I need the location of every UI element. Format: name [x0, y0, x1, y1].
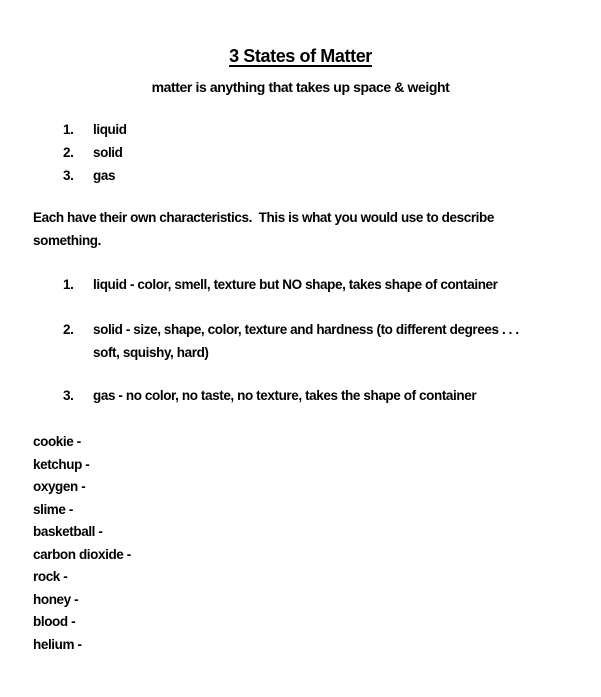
- list-number: 2.: [63, 322, 74, 337]
- substance-item: honey -: [33, 591, 79, 607]
- list-text-line: solid - size, shape, color, texture and hardness (to different degrees . . .: [93, 322, 519, 337]
- substance-item: cookie -: [33, 434, 81, 449]
- substance-item: helium -: [33, 636, 82, 652]
- list-number: 2.: [63, 145, 74, 160]
- substance-item: blood -: [33, 614, 76, 629]
- states-list-item: [0, 118, 601, 141]
- page-subtitle: matter is anything that takes up space & weight: [151, 79, 450, 95]
- list-number: 3.: [63, 168, 74, 183]
- states-list-item: [0, 164, 601, 187]
- list-text: liquid - color, smell, texture but NO shape, takes shape of container: [93, 277, 498, 292]
- list-label: gas: [93, 168, 116, 183]
- characteristics-item-solid: [0, 318, 601, 364]
- substance-item: rock -: [33, 569, 68, 584]
- substance-item: oxygen -: [33, 479, 86, 494]
- list-text: [93, 318, 519, 364]
- list-number: 3.: [63, 388, 74, 403]
- page-title-text: 3 States of Matter: [229, 46, 372, 66]
- paragraph-line: something.: [33, 233, 102, 248]
- substances-list: [0, 431, 601, 656]
- substance-item: ketchup -: [33, 456, 90, 472]
- substance-item: slime -: [33, 501, 73, 517]
- states-list: [0, 118, 601, 187]
- list-number: 1.: [63, 122, 74, 137]
- intro-paragraph: [0, 206, 601, 252]
- characteristics-list: [0, 273, 601, 407]
- substance-item: basketball -: [33, 524, 103, 539]
- characteristics-item-liquid: [0, 273, 601, 296]
- paragraph-line: Each have their own characteristics. This is what you would use to describe: [33, 210, 494, 225]
- list-text: gas - no color, no taste, no texture, takes the shape of container: [93, 388, 477, 403]
- list-label: solid: [93, 145, 123, 160]
- list-number: 1.: [63, 277, 74, 292]
- states-list-item: [0, 141, 601, 164]
- characteristics-item-gas: [0, 384, 601, 407]
- page-title: [0, 46, 601, 66]
- substance-item: carbon dioxide -: [33, 546, 131, 562]
- list-text-line: soft, squishy, hard): [93, 345, 209, 360]
- list-label: liquid: [93, 122, 127, 137]
